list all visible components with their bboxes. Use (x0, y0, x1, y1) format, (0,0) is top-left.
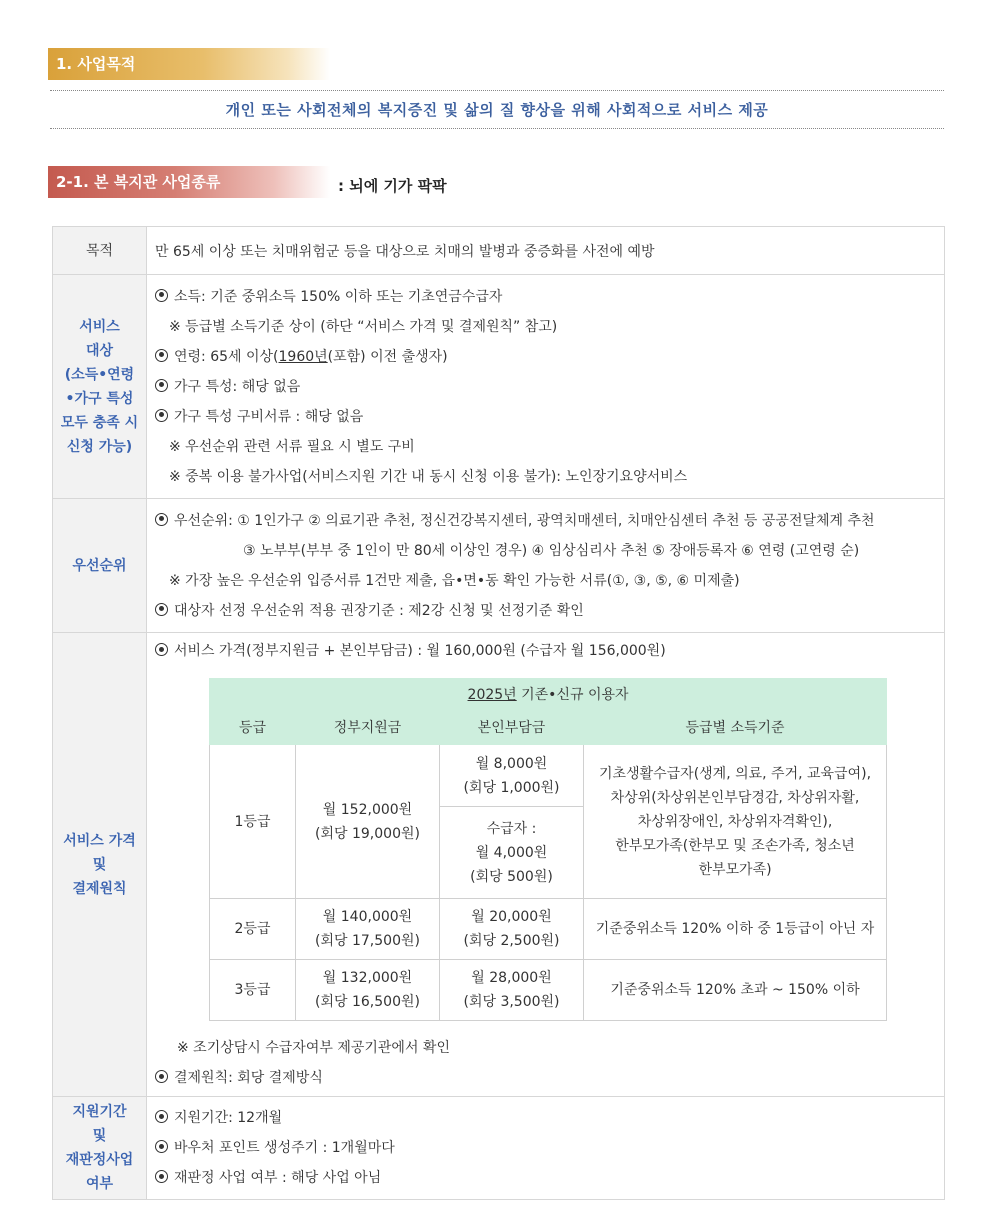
purpose-statement: 개인 또는 사회전체의 복지증진 및 삶의 질 향상을 위해 사회적으로 서비스 제공 (225, 101, 769, 119)
reassessment: 재판정 사업 여부 : 해당 사업 아님 (155, 1163, 936, 1193)
label-pricing: 서비스 가격 및 결제원칙 (53, 633, 147, 1097)
grade3-label: 3등급 (210, 960, 296, 1021)
grade1-criteria: 기초생활수급자(생계, 의료, 주거, 교육급여), 차상위(차상위본인부담경감, 차상위자활, 차상위장애인, 차상위자격확인), 한부모가족(한부모 및 조손가족, 청소년 한부모가족) (584, 745, 887, 899)
label-purpose: 목적 (53, 227, 147, 275)
pricing-content (147, 633, 945, 1097)
support-period: 지원기간: 12개월 (155, 1103, 936, 1133)
duplicate-note: ※ 중복 이용 불가사업(서비스지원 기간 내 동시 신청 이용 불가): 노인장기요양서비스 (169, 468, 688, 485)
section2-title: 2-1. 본 복지관 사업종류 (48, 166, 330, 198)
header-self: 본인부담금 (440, 712, 584, 745)
row-target (53, 275, 945, 499)
docs-note: ※ 우선순위 관련 서류 필요 시 별도 구비 (169, 438, 415, 455)
priority-line2: ③ 노부부(부부 중 1인이 만 80세 이상인 경우) ④ 임상심리사 추천 ⑤ 장애등록자 ⑥ 연령 (고연령 순) (243, 542, 860, 559)
radio-bullet-icon (155, 379, 168, 392)
household-criteria: 가구 특성: 해당 없음 (155, 372, 936, 402)
price-table-header-row (210, 712, 887, 745)
grade2-label: 2등급 (210, 899, 296, 960)
price-table-title: 2025년 기존•신규 이용자 (210, 679, 887, 712)
table-row-grade3 (210, 960, 887, 1021)
grade1-label: 1등급 (210, 745, 296, 899)
household-docs: 가구 특성 구비서류 : 해당 없음 (155, 402, 936, 432)
recipient-check-note: ※ 조기상담시 수급자여부 제공기관에서 확인 (177, 1040, 450, 1056)
radio-bullet-icon (155, 603, 168, 616)
payment-principle: 결제원칙: 회당 결제방식 (155, 1063, 936, 1093)
row-priority (53, 499, 945, 633)
grade1-self-recipient: 수급자 : 월 4,000원 (회당 500원) (440, 807, 584, 899)
row-purpose (53, 227, 945, 275)
radio-bullet-icon (155, 289, 168, 302)
label-priority: 우선순위 (53, 499, 147, 633)
row-pricing (53, 633, 945, 1097)
price-table (209, 678, 887, 1021)
grade3-criteria: 기준중위소득 120% 초과 ~ 150% 이하 (584, 960, 887, 1021)
radio-bullet-icon (155, 1170, 168, 1183)
target-content (147, 275, 945, 499)
period-content (147, 1097, 945, 1200)
radio-bullet-icon (155, 1110, 168, 1123)
header-gov: 정부지원금 (296, 712, 440, 745)
radio-bullet-icon (155, 643, 168, 656)
grade3-gov: 월 132,000원 (회당 16,500원) (296, 960, 440, 1021)
grade2-self: 월 20,000원 (회당 2,500원) (440, 899, 584, 960)
section1-title: 1. 사업목적 (48, 48, 330, 80)
radio-bullet-icon (155, 1140, 168, 1153)
label-target: 서비스 대상 (소득•연령 •가구 특성 모두 충족 시 신청 가능) (53, 275, 147, 499)
radio-bullet-icon (155, 409, 168, 422)
grade2-gov: 월 140,000원 (회당 17,500원) (296, 899, 440, 960)
priority-note: ※ 가장 높은 우선순위 입증서류 1건만 제출, 읍•면•동 확인 가능한 서류(①, ③, ⑤, ⑥ 미제출) (169, 572, 740, 589)
income-note: ※ 등급별 소득기준 상이 (하단 “서비스 가격 및 결제원칙” 참고) (169, 318, 558, 335)
priority-standard: 대상자 선정 우선순위 적용 권장기준 : 제2강 신청 및 선정기준 확인 (155, 596, 936, 626)
table-row-grade1 (210, 745, 887, 807)
radio-bullet-icon (155, 1070, 168, 1083)
grade1-gov: 월 152,000원 (회당 19,000원) (296, 745, 440, 899)
purpose-text: 만 65세 이상 또는 치매위험군 등을 대상으로 치매의 발병과 중증화를 사전에 예방 (147, 227, 945, 275)
header-criteria: 등급별 소득기준 (584, 712, 887, 745)
program-info-table (52, 226, 945, 1200)
divider-top (50, 90, 944, 91)
price-line: 서비스 가격(정부지원금 + 본인부담금) : 월 160,000원 (수급자 월 156,000원) (155, 636, 936, 666)
radio-bullet-icon (155, 349, 168, 362)
row-period (53, 1097, 945, 1200)
divider-bottom (50, 128, 944, 129)
table-row-grade2 (210, 899, 887, 960)
label-period: 지원기간 및 재판정사업 여부 (53, 1097, 147, 1200)
voucher-cycle: 바우처 포인트 생성주기 : 1개월마다 (155, 1133, 936, 1163)
income-criteria: 소득: 기준 중위소득 150% 이하 또는 기초연금수급자 (155, 282, 936, 312)
grade1-self-general: 월 8,000원 (회당 1,000원) (440, 745, 584, 807)
radio-bullet-icon (155, 513, 168, 526)
grade3-self: 월 28,000원 (회당 3,500원) (440, 960, 584, 1021)
price-table-title-row (210, 679, 887, 712)
grade2-criteria: 기준중위소득 120% 이하 중 1등급이 아닌 자 (584, 899, 887, 960)
header-grade: 등급 (210, 712, 296, 745)
priority-line1: 우선순위: ① 1인가구 ② 의료기관 추천, 정신건강복지센터, 광역치매센터, 치매안심센터 추천 등 공공전달체계 추천 (155, 506, 936, 536)
priority-content (147, 499, 945, 633)
program-name: : 뇌에 기가 팍팍 (338, 177, 447, 195)
age-criteria: 연령: 65세 이상(1960년(포함) 이전 출생자) (155, 342, 936, 372)
